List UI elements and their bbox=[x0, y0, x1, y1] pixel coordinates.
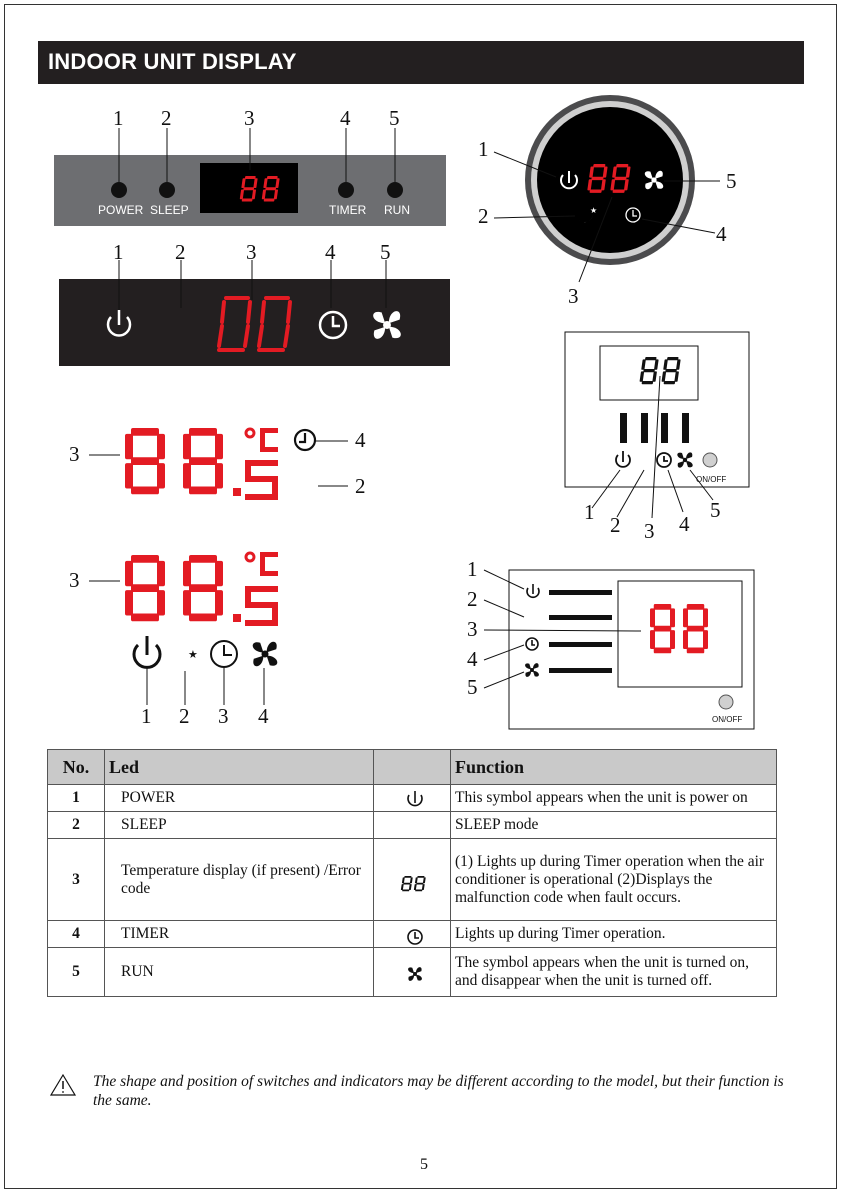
power-icon bbox=[374, 785, 451, 812]
table-row: 5 RUN The symbol appears when the unit is turned on, and disappear when the unit is turned off. bbox=[48, 948, 777, 997]
side-panel bbox=[484, 570, 754, 729]
callout-5: 5 bbox=[726, 169, 737, 193]
callout-4: 4 bbox=[355, 428, 366, 452]
display-88-icon bbox=[374, 839, 451, 921]
callout-1: 1 bbox=[113, 106, 124, 130]
run-label: RUN bbox=[384, 203, 410, 217]
on-off-label: ON/OFF bbox=[712, 715, 743, 724]
callout-5: 5 bbox=[380, 240, 391, 264]
callout-2: 2 bbox=[467, 587, 478, 611]
callout-2: 2 bbox=[161, 106, 172, 130]
round-display bbox=[494, 95, 720, 282]
callout-3: 3 bbox=[69, 568, 80, 592]
led-name: TIMER bbox=[105, 921, 374, 948]
table-row: 2 SLEEP SLEEP mode bbox=[48, 812, 777, 839]
callout-3: 3 bbox=[246, 240, 257, 264]
callout-1: 1 bbox=[584, 500, 595, 524]
note-text: The shape and position of switches and indicators may be different according to the model, but their function is the same. bbox=[93, 1073, 784, 1109]
timer-icon bbox=[374, 921, 451, 948]
callout-3: 3 bbox=[568, 284, 579, 308]
callout-4: 4 bbox=[679, 512, 690, 536]
header-icon bbox=[374, 750, 451, 785]
square-panel bbox=[565, 332, 749, 518]
warning-icon bbox=[51, 1075, 75, 1095]
callout-3: 3 bbox=[69, 442, 80, 466]
function-text: The symbol appears when the unit is turned on, and disappear when the unit is turned off. bbox=[451, 948, 777, 997]
callout-4: 4 bbox=[258, 704, 269, 728]
section-title: INDOOR UNIT DISPLAY bbox=[48, 49, 297, 74]
callout-5: 5 bbox=[710, 498, 721, 522]
callout-4: 4 bbox=[716, 222, 727, 246]
led-function-table bbox=[47, 749, 777, 997]
sleep-label: SLEEP bbox=[150, 203, 189, 217]
callout-3: 3 bbox=[218, 704, 229, 728]
callout-2: 2 bbox=[175, 240, 186, 264]
fan-icon bbox=[374, 948, 451, 997]
power-label: POWER bbox=[98, 203, 144, 217]
led-name: POWER bbox=[105, 785, 374, 812]
callout-1: 1 bbox=[467, 557, 478, 581]
table-row: 1 POWER This symbol appears when the unit is power on bbox=[48, 785, 777, 812]
led-name: SLEEP bbox=[105, 812, 374, 839]
callout-3: 3 bbox=[244, 106, 255, 130]
power-led bbox=[111, 182, 127, 198]
timer-led bbox=[338, 182, 354, 198]
on-off-label: ON/OFF bbox=[696, 475, 727, 484]
callout-2: 2 bbox=[179, 704, 190, 728]
function-text: SLEEP mode bbox=[451, 812, 777, 839]
callout-1: 1 bbox=[141, 704, 152, 728]
led-name: Temperature display (if present) /Error code bbox=[105, 839, 374, 921]
function-text: (1) Lights up during Timer operation when the air conditioner is operational (2)Displays the malfunction code when fault occurs. bbox=[451, 839, 777, 921]
callout-4: 4 bbox=[340, 106, 351, 130]
header-no: No. bbox=[48, 750, 105, 785]
table-row: 3 Temperature display (if present) /Error code (1) Lights up during Timer operation when the air conditioner is operational (2)Displays the malfunction code when fault occurs. bbox=[48, 839, 777, 921]
callout-4: 4 bbox=[467, 647, 478, 671]
callout-1: 1 bbox=[478, 137, 489, 161]
callout-4: 4 bbox=[325, 240, 336, 264]
function-text: This symbol appears when the unit is power on bbox=[451, 785, 777, 812]
callout-5: 5 bbox=[467, 675, 478, 699]
run-led bbox=[387, 182, 403, 198]
header-led: Led bbox=[105, 750, 374, 785]
callout-5: 5 bbox=[389, 106, 400, 130]
function-text: Lights up during Timer operation. bbox=[451, 921, 777, 948]
temp-display-a bbox=[89, 428, 348, 500]
sleep-icon bbox=[374, 812, 451, 839]
header-function: Function bbox=[451, 750, 777, 785]
callout-2: 2 bbox=[355, 474, 366, 498]
svg-text:★: ★ bbox=[590, 206, 598, 215]
table-row: 4 TIMER Lights up during Timer operation. bbox=[48, 921, 777, 948]
callout-2: 2 bbox=[478, 204, 489, 228]
timer-label: TIMER bbox=[329, 203, 367, 217]
panel-2 bbox=[59, 260, 450, 366]
callout-2: 2 bbox=[610, 513, 621, 537]
led-name: RUN bbox=[105, 948, 374, 997]
temp-display-b bbox=[89, 552, 278, 705]
callout-3: 3 bbox=[644, 519, 655, 543]
table-header-row bbox=[48, 750, 777, 785]
page-number: 5 bbox=[420, 1156, 428, 1173]
callout-3: 3 bbox=[467, 617, 478, 641]
callout-1: 1 bbox=[113, 240, 124, 264]
sleep-led bbox=[159, 182, 175, 198]
svg-text:★: ★ bbox=[188, 648, 198, 661]
